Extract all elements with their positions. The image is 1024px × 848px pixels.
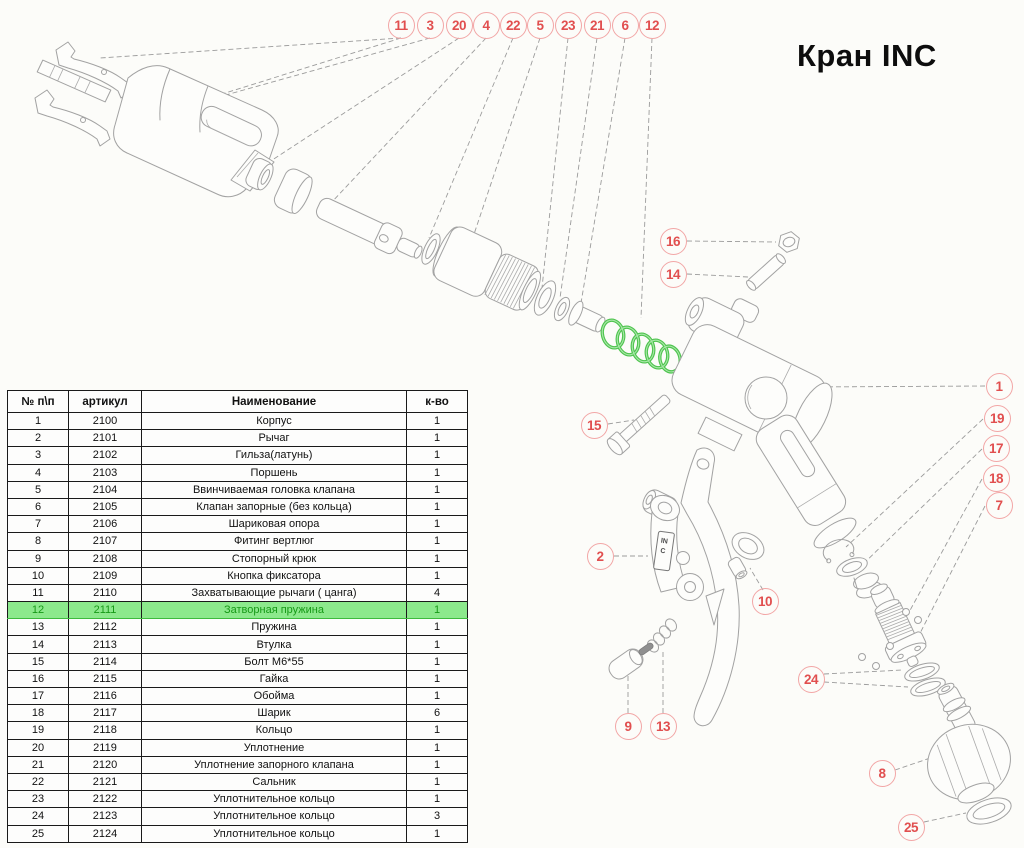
table-row — [8, 533, 468, 550]
table-cell: Уплотнение запорного клапана — [142, 756, 407, 773]
part-piston — [313, 193, 427, 266]
table-cell: Уплотнительное кольцо — [142, 791, 407, 808]
table-cell: 17 — [8, 688, 69, 705]
callout-19: 19 — [984, 405, 1011, 432]
callout-23: 23 — [555, 12, 582, 39]
table-cell: 1 — [407, 722, 468, 739]
table-row — [8, 808, 468, 825]
table-cell: 2123 — [69, 808, 142, 825]
table-cell: 1 — [407, 825, 468, 842]
table-row — [8, 447, 468, 464]
callout-7: 7 — [986, 492, 1013, 519]
table-cell: 1 — [407, 464, 468, 481]
table-cell: 1 — [407, 602, 468, 619]
table-cell: 1 — [407, 516, 468, 533]
callout-4: 4 — [473, 12, 500, 39]
parts-table — [7, 390, 468, 843]
table-cell: 2114 — [69, 653, 142, 670]
table-cell: 2103 — [69, 464, 142, 481]
table-cell: Шариковая опора — [142, 516, 407, 533]
callout-10: 10 — [752, 588, 779, 615]
table-cell: 3 — [407, 808, 468, 825]
callout-25: 25 — [898, 814, 925, 841]
table-cell: Кнопка фиксатора — [142, 567, 407, 584]
callout-15: 15 — [581, 412, 608, 439]
table-cell: 13 — [8, 619, 69, 636]
table-cell: 2115 — [69, 670, 142, 687]
table-cell: 1 — [407, 567, 468, 584]
table-cell: 1 — [407, 670, 468, 687]
column-header: артикул — [69, 391, 142, 413]
callout-14: 14 — [660, 261, 687, 288]
table-cell: 11 — [8, 584, 69, 601]
callout-24: 24 — [798, 666, 825, 693]
table-cell: Уплотнительное кольцо — [142, 808, 407, 825]
part-stop-hook — [606, 642, 655, 683]
table-row — [8, 688, 468, 705]
table-cell: 1 — [407, 653, 468, 670]
table-cell: 24 — [8, 808, 69, 825]
table-cell: Поршень — [142, 464, 407, 481]
table-cell: Уплотнение — [142, 739, 407, 756]
table-cell: Пружина — [142, 619, 407, 636]
parts-table-header — [8, 391, 468, 413]
table-cell: 2121 — [69, 773, 142, 790]
table-cell: 1 — [407, 498, 468, 515]
callout-3: 3 — [417, 12, 444, 39]
table-row — [8, 670, 468, 687]
table-cell: 2106 — [69, 516, 142, 533]
table-cell: Шарик — [142, 705, 407, 722]
table-cell: 16 — [8, 670, 69, 687]
callout-6: 6 — [612, 12, 639, 39]
table-cell: 2110 — [69, 584, 142, 601]
table-row — [8, 413, 468, 430]
page-title: Кран INC — [797, 38, 937, 73]
table-cell: 1 — [407, 533, 468, 550]
part-lever — [646, 448, 739, 726]
table-cell: 2100 — [69, 413, 142, 430]
table-cell: 7 — [8, 516, 69, 533]
table-row — [8, 705, 468, 722]
table-row — [8, 791, 468, 808]
table-cell: Корпус — [142, 413, 407, 430]
callout-5: 5 — [527, 12, 554, 39]
table-cell: 10 — [8, 567, 69, 584]
part-bushing — [271, 166, 316, 217]
column-header: Наименование — [142, 391, 407, 413]
table-row — [8, 773, 468, 790]
table-cell: Захватывающие рычаги ( цанга) — [142, 584, 407, 601]
table-cell: 5 — [8, 481, 69, 498]
callout-16: 16 — [660, 228, 687, 255]
table-cell: Уплотнительное кольцо — [142, 825, 407, 842]
table-cell: 4 — [407, 584, 468, 601]
table-row — [8, 498, 468, 515]
callout-22: 22 — [500, 12, 527, 39]
callout-20: 20 — [446, 12, 473, 39]
table-cell: Болт М6*55 — [142, 653, 407, 670]
table-cell: Затворная пружина — [142, 602, 407, 619]
table-cell: 2113 — [69, 636, 142, 653]
table-cell: Гайка — [142, 670, 407, 687]
table-cell: 20 — [8, 739, 69, 756]
table-cell: 23 — [8, 791, 69, 808]
callout-17: 17 — [983, 435, 1010, 462]
table-cell: 2102 — [69, 447, 142, 464]
column-header: № п\п — [8, 391, 69, 413]
table-cell: Ввинчиваемая головка клапана — [142, 481, 407, 498]
callout-1: 1 — [986, 373, 1013, 400]
part-lock-button — [727, 527, 769, 581]
table-cell: 1 — [407, 550, 468, 567]
table-cell: 2117 — [69, 705, 142, 722]
part-nut — [776, 230, 803, 254]
part-valve-head — [427, 222, 548, 320]
table-cell: 2101 — [69, 430, 142, 447]
table-cell: 2124 — [69, 825, 142, 842]
callout-8: 8 — [869, 760, 896, 787]
table-cell: 1 — [407, 688, 468, 705]
table-cell: 1 — [407, 481, 468, 498]
table-row — [8, 430, 468, 447]
table-row — [8, 481, 468, 498]
table-cell: 1 — [407, 636, 468, 653]
table-row — [8, 722, 468, 739]
table-cell: Гильза(латунь) — [142, 447, 407, 464]
table-cell: 3 — [8, 447, 69, 464]
table-cell: 2108 — [69, 550, 142, 567]
table-row — [8, 756, 468, 773]
table-cell: 2112 — [69, 619, 142, 636]
part-swivel-fitting — [917, 679, 1021, 811]
table-cell: 8 — [8, 533, 69, 550]
callout-2: 2 — [587, 543, 614, 570]
table-cell: 1 — [407, 430, 468, 447]
table-cell: 1 — [407, 619, 468, 636]
table-cell: Обойма — [142, 688, 407, 705]
table-cell: 19 — [8, 722, 69, 739]
table-cell: 4 — [8, 464, 69, 481]
table-row — [8, 636, 468, 653]
table-row — [8, 739, 468, 756]
part-shutter-spring — [599, 318, 682, 374]
table-row — [8, 653, 468, 670]
table-cell: 14 — [8, 636, 69, 653]
table-cell: 2122 — [69, 791, 142, 808]
table-row — [8, 567, 468, 584]
table-cell: 1 — [407, 756, 468, 773]
table-cell: Сальник — [142, 773, 407, 790]
table-cell: Втулка — [142, 636, 407, 653]
table-row — [8, 584, 468, 601]
table-cell: Стопорный крюк — [142, 550, 407, 567]
callout-9: 9 — [615, 713, 642, 740]
table-cell: 2 — [8, 430, 69, 447]
callout-18: 18 — [983, 465, 1010, 492]
callout-13: 13 — [650, 713, 677, 740]
table-cell: 2105 — [69, 498, 142, 515]
table-cell: Клапан запорные (без кольца) — [142, 498, 407, 515]
part-bolt — [605, 394, 671, 457]
table-cell: 6 — [8, 498, 69, 515]
table-cell: Рычаг — [142, 430, 407, 447]
table-cell: 2120 — [69, 756, 142, 773]
table-cell: 2111 — [69, 602, 142, 619]
part-pin-bushing — [745, 252, 787, 292]
table-cell: 25 — [8, 825, 69, 842]
table-cell: 2118 — [69, 722, 142, 739]
table-cell: Фитинг вертлюг — [142, 533, 407, 550]
table-cell: 15 — [8, 653, 69, 670]
table-cell: 1 — [407, 791, 468, 808]
table-cell: Кольцо — [142, 722, 407, 739]
table-cell: 2104 — [69, 481, 142, 498]
table-row — [8, 464, 468, 481]
callout-11: 11 — [388, 12, 415, 39]
table-row — [8, 516, 468, 533]
table-cell: 1 — [8, 413, 69, 430]
table-cell: 22 — [8, 773, 69, 790]
callout-12: 12 — [639, 12, 666, 39]
table-cell: 12 — [8, 602, 69, 619]
table-cell: 2116 — [69, 688, 142, 705]
table-cell: 1 — [407, 739, 468, 756]
lever-marking: INC — [659, 537, 669, 556]
table-cell: 2119 — [69, 739, 142, 756]
table-row — [8, 619, 468, 636]
column-header: к-во — [407, 391, 468, 413]
table-cell: 2107 — [69, 533, 142, 550]
table-cell: 1 — [407, 447, 468, 464]
table-cell: 6 — [407, 705, 468, 722]
table-cell: 9 — [8, 550, 69, 567]
table-cell: 2109 — [69, 567, 142, 584]
table-row — [8, 825, 468, 842]
table-cell: 21 — [8, 756, 69, 773]
table-cell: 1 — [407, 773, 468, 790]
table-cell: 1 — [407, 413, 468, 430]
callout-21: 21 — [584, 12, 611, 39]
table-cell: 18 — [8, 705, 69, 722]
table-row — [8, 550, 468, 567]
table-row-highlighted — [8, 602, 468, 619]
